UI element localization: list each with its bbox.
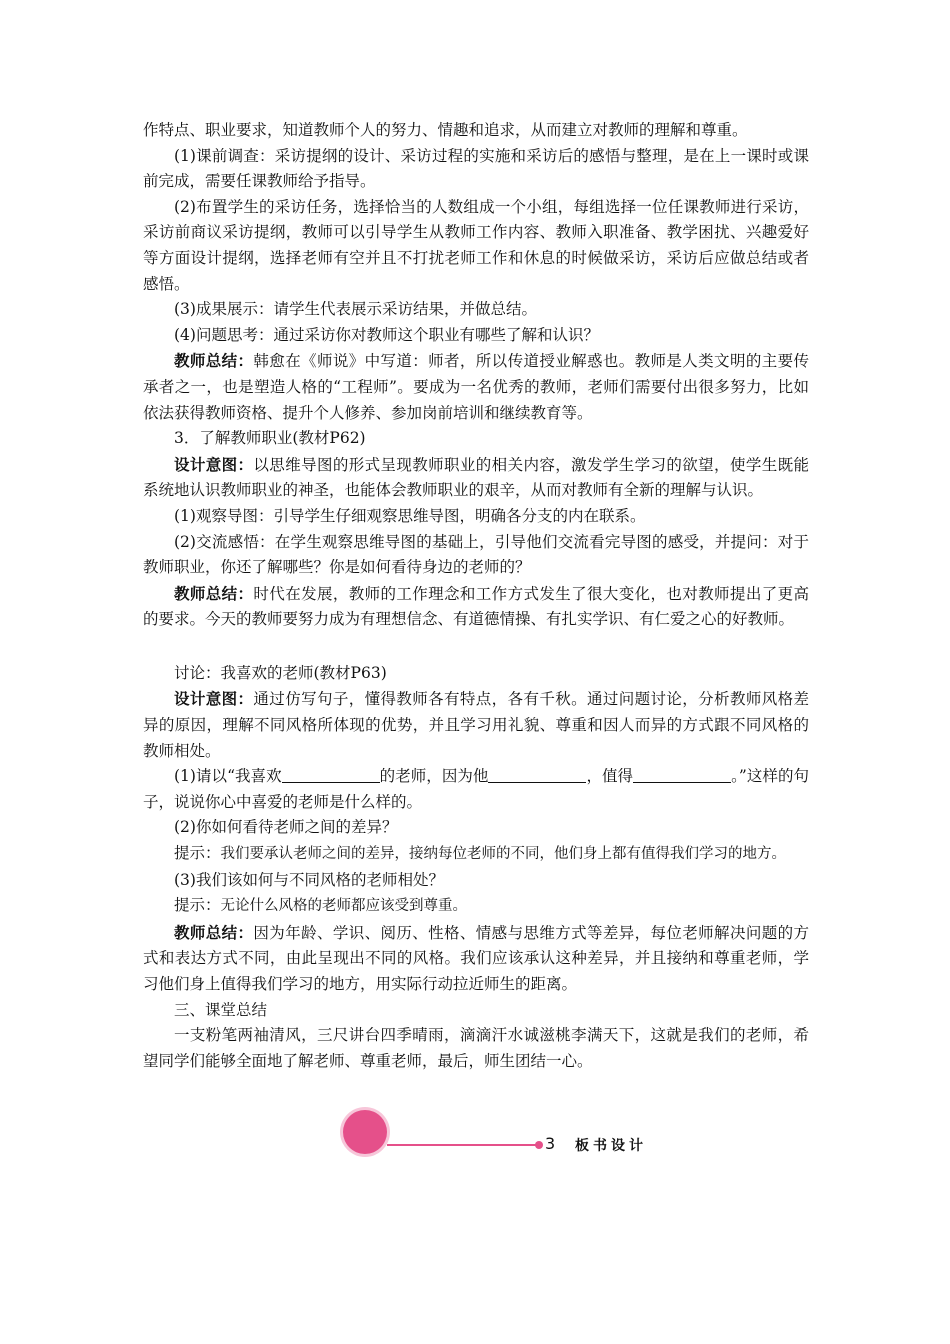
- paragraph: (2)你如何看待老师之间的差异？: [174, 818, 398, 837]
- hint-paragraph: [143, 893, 809, 920]
- discussion-heading: 讨论：我喜欢的老师(教材P63): [174, 663, 387, 682]
- paragraph-text: 以思维导图的形式呈现教师职业的相关内容，激发学生学习的欲望，使学生既能系统地认识教师职业的神圣，也能体会教师职业的艰辛，从而对教师有全新的理解与认识。: [143, 455, 809, 500]
- paragraph: 一支粉笔两袖清风，三尺讲台四季晴雨，滴滴汗水诚滋桃李满天下，这就是我们的老师，希望同学们能够全面地了解老师、尊重老师，最后，师生团结一心。: [143, 1026, 809, 1070]
- paragraph: [143, 686, 809, 764]
- design-intent-label: 设计意图：: [174, 454, 254, 474]
- paragraph: (3)成果展示：请学生代表展示采访结果，并做总结。: [174, 300, 537, 319]
- teacher-summary-label: 教师总结：: [174, 583, 254, 603]
- paragraph: (2)交流感悟：在学生观察思维导图的基础上，引导他们交流看完导图的感受，并提问：对于教师职业，你还了解哪些？你是如何看待身边的老师的？: [143, 532, 809, 577]
- dot-icon: [535, 1141, 543, 1149]
- sentence-part: 。”这样的句子，说说你心中喜爱的老师是什么样的。: [143, 767, 809, 811]
- section-title: 板书设计: [575, 1138, 647, 1154]
- teacher-summary-label: 教师总结：: [174, 922, 254, 942]
- paragraph: (2)布置学生的采访任务，选择恰当的人数组成一个小组，每组选择一位任课教师进行采访，采访前商议采访提纲，教师可以引导学生从教师工作内容、教师入职准备、教学困扰、兴趣爱好等方面设计提纲，选择老师有空并且不打扰老师工作和休息的时候做采访，采访后应做总结或者感悟。: [143, 197, 809, 293]
- section-number: 3: [545, 1134, 556, 1153]
- hint-label: 提示：: [174, 844, 221, 863]
- fill-in-sentence: [143, 764, 809, 815]
- pink-circle-icon: [343, 1110, 387, 1154]
- paragraph: [143, 348, 809, 426]
- paragraph-text: 时代在发展，教师的工作理念和工作方式发生了很大变化，也对教师提出了更高的要求。今天的教师要努力成为有理想信念、有道德情操、有扎实学识、有仁爱之心的好教师。: [143, 584, 809, 629]
- paragraph: [143, 581, 809, 633]
- paragraph: (1)课前调查：采访提纲的设计、采访过程的实施和采访后的感悟与整理，是在上一课时或课前完成，需要任课教师给予指导。: [143, 146, 809, 191]
- document-body: [143, 118, 809, 1074]
- paragraph-text: 因为年龄、学识、阅历、性格、情感与思维方式等差异，每位老师解决问题的方式和表达方式不同，由此呈现出不同的风格。我们应该承认这种差异，并且接纳和尊重老师，学习他们身上值得我们学习的地方，用实际行动拉近师生的距离。: [143, 923, 809, 993]
- paragraph: 作特点、职业要求，知道教师个人的努力、情趣和追求，从而建立对教师的理解和尊重。: [143, 121, 748, 139]
- sentence-part: (1)请以“我喜欢: [174, 767, 282, 786]
- paragraph: (4)问题思考：通过采访你对教师这个职业有哪些了解和认识？: [174, 325, 599, 344]
- blank-line: [488, 766, 586, 783]
- design-intent-label: 设计意图：: [174, 689, 254, 709]
- paragraph: (3)我们该如何与不同风格的老师相处？: [174, 870, 444, 889]
- section-footer: [343, 1108, 673, 1158]
- sentence-part: 的老师，因为他: [379, 767, 489, 786]
- hint-text: 我们要承认老师之间的差异，接纳每位老师的不同，他们身上都有值得我们学习的地方。: [220, 846, 787, 863]
- paragraph: (1)观察导图：引导学生仔细观察思维导图，明确各分支的内在联系。: [174, 506, 646, 525]
- teacher-summary-label: 教师总结：: [174, 351, 254, 371]
- paragraph-text: 韩愈在《师说》中写道：师者，所以传道授业解惑也。教师是人类文明的主要传承者之一，也是塑造人格的“工程师”。要成为一名优秀的教师，老师们需要付出很多努力，比如依法获得教师资格、提升个人修养、参加岗前培训和继续教育等。: [143, 352, 809, 422]
- hint-label: 提示：: [174, 896, 221, 915]
- paragraph: [143, 920, 809, 998]
- paragraph: [143, 452, 809, 504]
- blank-line: [633, 766, 731, 783]
- section-heading: 三、课堂总结: [174, 1000, 268, 1019]
- blank-line: [282, 766, 380, 783]
- divider-line: [387, 1144, 537, 1146]
- section-heading: 3．了解教师职业(教材P62): [174, 429, 366, 448]
- hint-text: 无论什么风格的老师都应该受到尊重。: [220, 898, 468, 915]
- sentence-part: ，值得: [586, 767, 634, 786]
- spacer: [143, 633, 809, 661]
- hint-paragraph: [143, 841, 809, 868]
- paragraph-text: 通过仿写句子，懂得教师各有特点，各有千秋。通过问题讨论，分析教师风格差异的原因，理解不同风格所体现的优势，并且学习用礼貌、尊重和因人而异的方式跟不同风格的教师相处。: [143, 690, 809, 760]
